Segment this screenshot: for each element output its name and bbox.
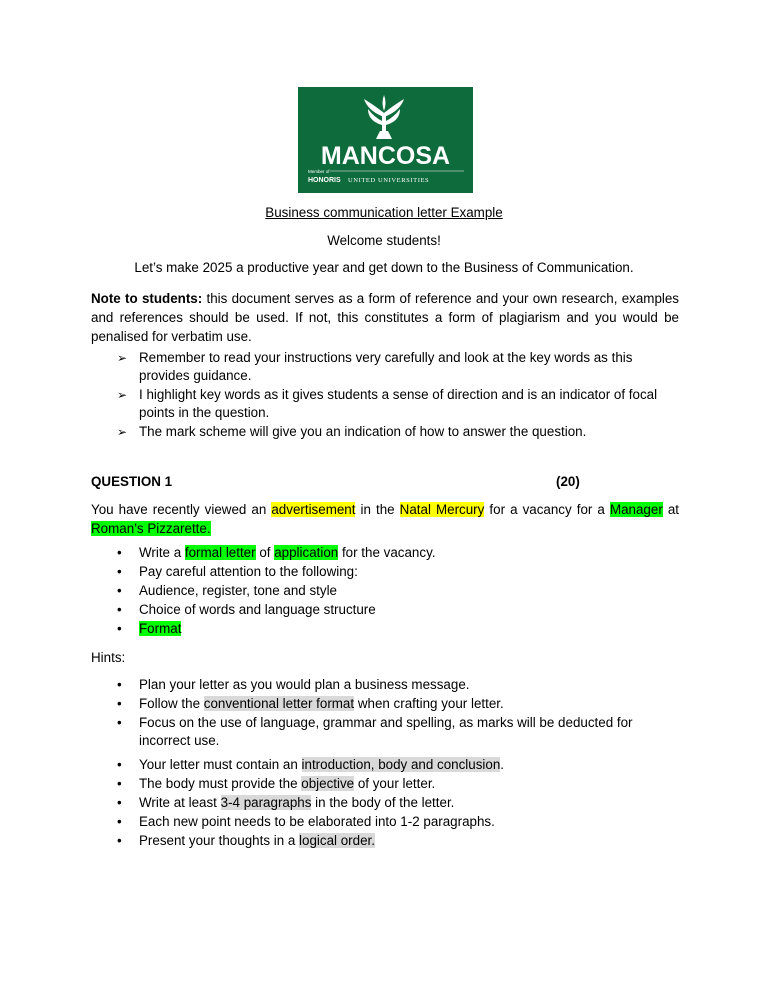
highlight-natal-mercury: Natal Mercury bbox=[399, 502, 485, 517]
list-item: • Pay careful attention to the following: bbox=[117, 564, 358, 579]
highlight-conventional-format: conventional letter format bbox=[203, 696, 355, 711]
logo-honoris: HONORIS bbox=[308, 177, 341, 184]
highlight-structure: introduction, body and conclusion bbox=[301, 757, 501, 772]
list-item: • The body must provide the objective of your letter. bbox=[117, 776, 436, 791]
bullet-icon: • bbox=[117, 545, 122, 560]
question-items-list bbox=[117, 544, 680, 639]
bullet-icon: • bbox=[117, 583, 122, 598]
question-marks: (20) bbox=[556, 474, 580, 489]
logo-united: UNITED UNIVERSITIES bbox=[348, 177, 430, 184]
highlight-paragraph-count: 3-4 paragraphs bbox=[220, 795, 312, 810]
note-paragraph bbox=[91, 289, 679, 346]
document-title: Business communication letter Example bbox=[265, 205, 503, 220]
list-item: • Write a formal letter of application for the vacancy. bbox=[117, 545, 436, 560]
intro-line: Let’s make 2025 a productive year and get down to the Business of Communication. bbox=[134, 260, 634, 275]
welcome-line: Welcome students! bbox=[327, 233, 441, 248]
hints-list bbox=[117, 676, 680, 851]
highlight-format: Format bbox=[139, 621, 182, 636]
bullet-icon: • bbox=[117, 696, 122, 711]
note-label: Note to students: bbox=[91, 291, 203, 306]
bullet-icon: • bbox=[117, 564, 122, 579]
arrow-bullet-icon: ➢ bbox=[117, 388, 128, 402]
bullet-icon: • bbox=[117, 795, 122, 810]
list-item: • Each new point needs to be elaborated into 1-2 paragraphs. bbox=[117, 814, 495, 829]
bullet-icon: • bbox=[117, 602, 122, 617]
mancosa-logo bbox=[298, 87, 473, 193]
highlight-manager: Manager bbox=[609, 502, 663, 517]
logo-wordmark: MANCOSA bbox=[320, 142, 451, 170]
list-item: • Audience, register, tone and style bbox=[117, 583, 338, 598]
bullet-icon: • bbox=[117, 677, 122, 692]
bullet-icon: • bbox=[117, 715, 122, 730]
highlight-company: Roman’s Pizzarette. bbox=[91, 521, 211, 536]
arrow-bullet-icon: ➢ bbox=[117, 425, 128, 439]
list-item: • Your letter must contain an introduction, body and conclusion. bbox=[117, 757, 505, 772]
list-item: • Focus on the use of language, grammar and spelling, as marks will be deducted for incorrect use. bbox=[117, 715, 633, 748]
highlight-formal-letter: formal letter bbox=[184, 545, 256, 560]
list-item: ➢ Remember to read your instructions very carefully and look at the key words as this provides guidance. bbox=[117, 350, 633, 383]
list-item bbox=[117, 620, 680, 638]
logo-member-of: Member of bbox=[308, 169, 330, 174]
tree-icon bbox=[364, 95, 404, 139]
bullet-icon: • bbox=[117, 757, 122, 772]
bullet-icon: • bbox=[117, 621, 122, 636]
list-item: • Plan your letter as you would plan a business message. bbox=[117, 677, 470, 692]
highlight-application: application bbox=[274, 545, 339, 560]
list-item: ➢ I highlight key words as it gives students a sense of direction and is an indicator of focal points in the question. bbox=[117, 387, 658, 420]
bullet-icon: • bbox=[117, 814, 122, 829]
list-item: • Present your thoughts in a logical order. bbox=[117, 833, 375, 848]
arrow-bullet-icon: ➢ bbox=[117, 351, 128, 365]
question-label: QUESTION 1 bbox=[91, 474, 173, 489]
hints-label: Hints: bbox=[91, 650, 126, 665]
highlight-objective: objective bbox=[301, 776, 355, 791]
highlight-advertisement: advertisement bbox=[271, 502, 356, 517]
list-item: ➢ The mark scheme will give you an indication of how to answer the question. bbox=[117, 424, 587, 439]
highlight-logical-order: logical order. bbox=[299, 833, 375, 848]
question-prompt: You have recently viewed an advertisement in the Natal Mercury for a vacancy for a Manager at Roman’s Pizzarette. bbox=[91, 502, 680, 536]
bullet-icon: • bbox=[117, 833, 122, 848]
note-text: this document serves as a form of reference and your own research, examples and references should be used. If not, this constitutes a form of plagiarism and you would be penalised for verbatim use. bbox=[91, 291, 680, 344]
bullet-icon: • bbox=[117, 776, 122, 791]
guidance-list bbox=[117, 349, 680, 442]
list-item: • Write at least 3-4 paragraphs in the body of the letter. bbox=[117, 795, 455, 810]
list-item: • Choice of words and language structure bbox=[117, 602, 376, 617]
list-item: • Follow the conventional letter format when crafting your letter. bbox=[117, 696, 504, 711]
